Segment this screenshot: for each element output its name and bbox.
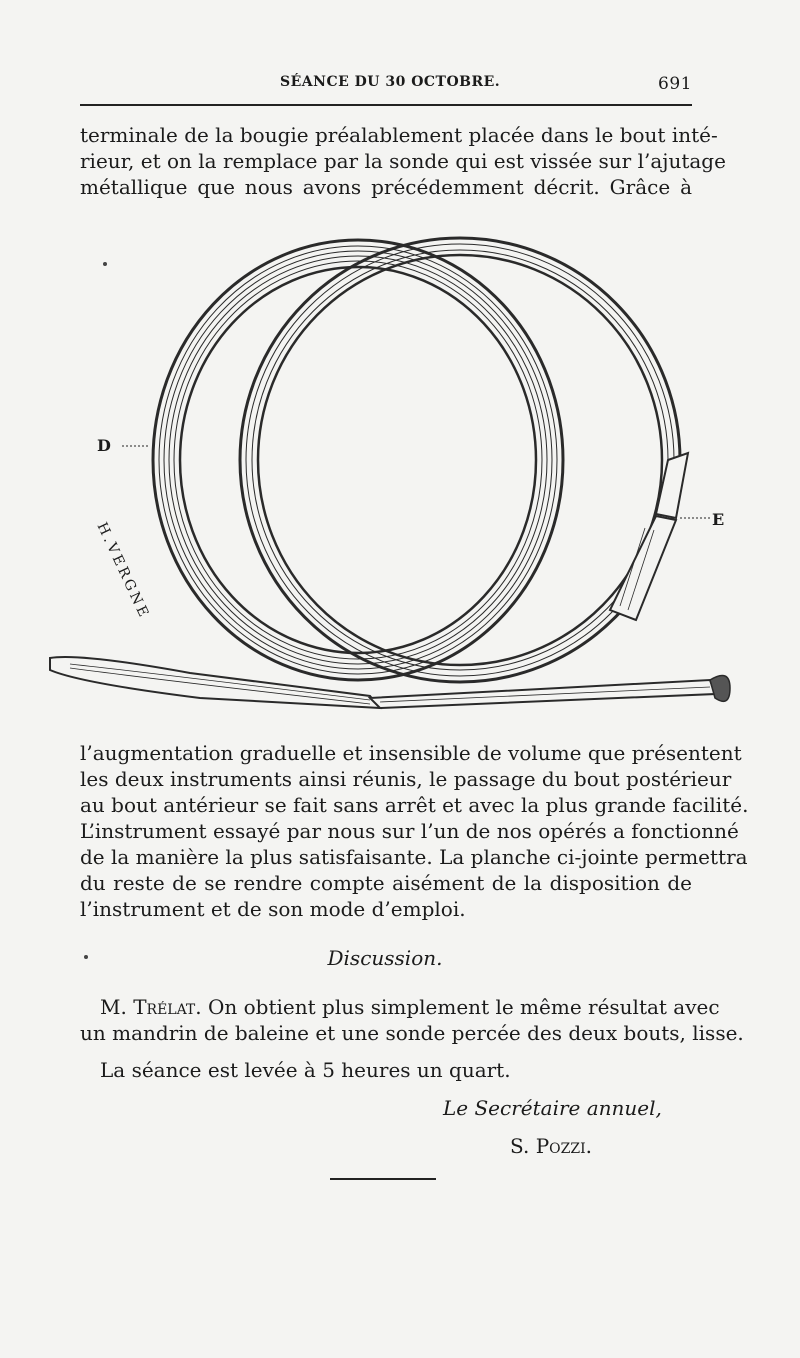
- text-line: métallique que nous avons précédemment décrit. Grâce à: [80, 175, 692, 199]
- page-number: 691: [658, 74, 692, 94]
- text-line: L’instrument essayé par nous sur l’un de nos opérés a fonctionné: [80, 819, 739, 843]
- engraver-signature: H.VERGNE: [93, 520, 153, 623]
- print-speck: [103, 262, 107, 266]
- text-line: l’instrument et de son mode d’emploi.: [80, 897, 466, 921]
- instrument-engraving: [40, 228, 740, 718]
- secretary-title: Le Secrétaire annuel,: [443, 1096, 662, 1120]
- text-line: l’augmentation graduelle et insensible de volume que présentent: [80, 741, 742, 765]
- text-line: les deux instruments ainsi réunis, le passage du bout postérieur: [80, 767, 732, 791]
- text-line: du reste de se rendre compte aisément de la disposition de: [80, 871, 692, 895]
- text-line: terminale de la bougie préalablement placée dans le bout inté-: [80, 123, 718, 147]
- speaker-remark: On obtient plus simplement le même résultat avec: [208, 995, 720, 1019]
- speaker-name: M. Trélat.: [100, 995, 202, 1019]
- header-rule: [80, 104, 692, 106]
- signature: S. Pozzi.: [510, 1134, 592, 1158]
- print-speck: [84, 955, 88, 959]
- text-line: [80, 994, 720, 1020]
- discussion-heading: Discussion.: [327, 946, 443, 970]
- text-line: rieur, et on la remplace par la sonde qui est vissée sur l’ajutage: [80, 149, 726, 173]
- label-e: E: [712, 510, 725, 529]
- paragraph-2: [80, 740, 749, 922]
- text-line: de la manière la plus satisfaisante. La planche ci-jointe permettra: [80, 845, 748, 869]
- running-head-title: SÉANCE DU 30 OCTOBRE.: [280, 74, 501, 90]
- text-line: au bout antérieur se fait sans arrêt et avec la plus grande facilité.: [80, 793, 749, 817]
- discussion-text: [80, 994, 744, 1046]
- label-d: D: [97, 436, 111, 455]
- left-coil: [153, 240, 563, 680]
- text-line: un mandrin de baleine et une sonde percée des deux bouts, lisse.: [80, 1021, 744, 1045]
- adjournment-line: La séance est levée à 5 heures un quart.: [100, 1058, 511, 1082]
- end-rule: [330, 1178, 436, 1180]
- shaft-left: [50, 657, 380, 708]
- conical-adapter: [610, 516, 676, 620]
- right-coil: [240, 238, 680, 682]
- paragraph-1: [80, 122, 726, 200]
